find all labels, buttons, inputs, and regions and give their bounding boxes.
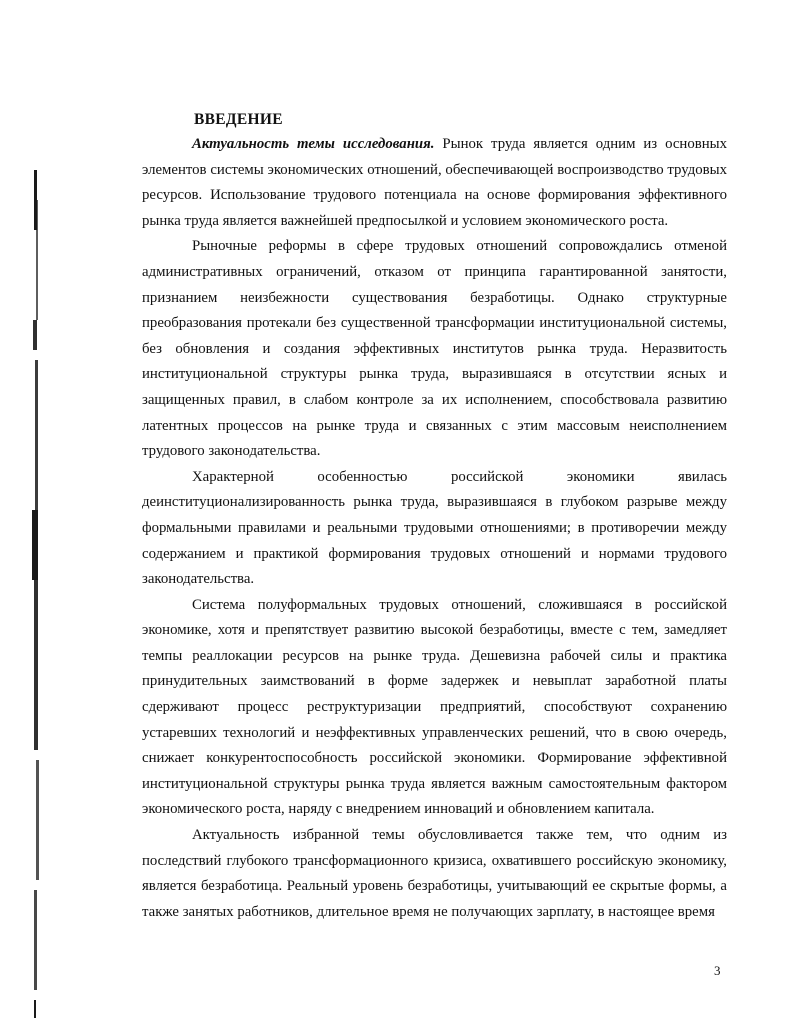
paragraph-4: Система полуформальных трудовых отношений, сложившаяся в российской экономике, хотя и препятствует развитию высокой безработицы, вместе с тем, замедляет темпы реаллокации ресурсов на рынке труда. Дешевизна рабочей силы и практика принудительных заимствований в форме задержек и невыплат заработной платы сдерживают процесс реструктуризации предприятий, способствуют сохранению устаревших технологий и неэффективных управленческих решений, что в свою очередь, снижает конкурентоспособность российской экономики. Формирование эффективной институциональной структуры рынка труда является важным самостоятельным фактором экономического роста, наряду с внедрением инноваций и обновлением капитала. (142, 596, 727, 818)
paragraph-5: Актуальность избранной темы обусловливается также тем, что одним из последствий глубокого трансформационного кризиса, охватившего российскую экономику, является безработица. Реальный уровень безработицы, учитывающий ее скрытые формы, а также занятых работников, длительное время не получающих зарплату, в настоящее время (142, 827, 727, 920)
scan-binding-edge (30, 170, 44, 990)
page-number: 3 (714, 963, 721, 978)
paragraph-lead: Актуальность темы исследования. (192, 136, 435, 152)
paragraph-3: Характерной особенностью российской экономики явилась деинституционализированность рынка труда, выразившаяся в глубоком разрыве между формальными правилами и реальными трудовыми отношениями; в противоречии между содержанием и практикой формирования трудовых отношений и нормами трудового законодательства. (142, 468, 727, 588)
section-heading: ВВЕДЕНИЕ (194, 111, 283, 128)
document-body (142, 108, 727, 925)
paragraph-1 (142, 132, 727, 234)
paragraph-text: Рынок труда является одним из основных элементов системы экономических отношений, обеспечивающей воспроизводство трудовых ресурсов. Использование трудового потенциала на основе формирования эффективного рынка труда является важнейшей предпосылкой и условием экономического роста. (142, 136, 727, 229)
paragraph-2: Рыночные реформы в сфере трудовых отношений сопровождались отменой административных ограничений, отказом от принципа гарантированной занятости, признанием неизбежности существования безработицы. Однако структурные преобразования протекали без существенной трансформации институциональной системы, без обновления и создания эффективных институтов рынка труда. Неразвитость институциональной структуры рынка труда, выразившаяся в отсутствии ясных и защищенных правил, в слабом контроле за их исполнением, способствовала развитию латентных процессов на рынке труда и связанных с этим массовым неисполнением трудового законодательства. (142, 238, 727, 460)
